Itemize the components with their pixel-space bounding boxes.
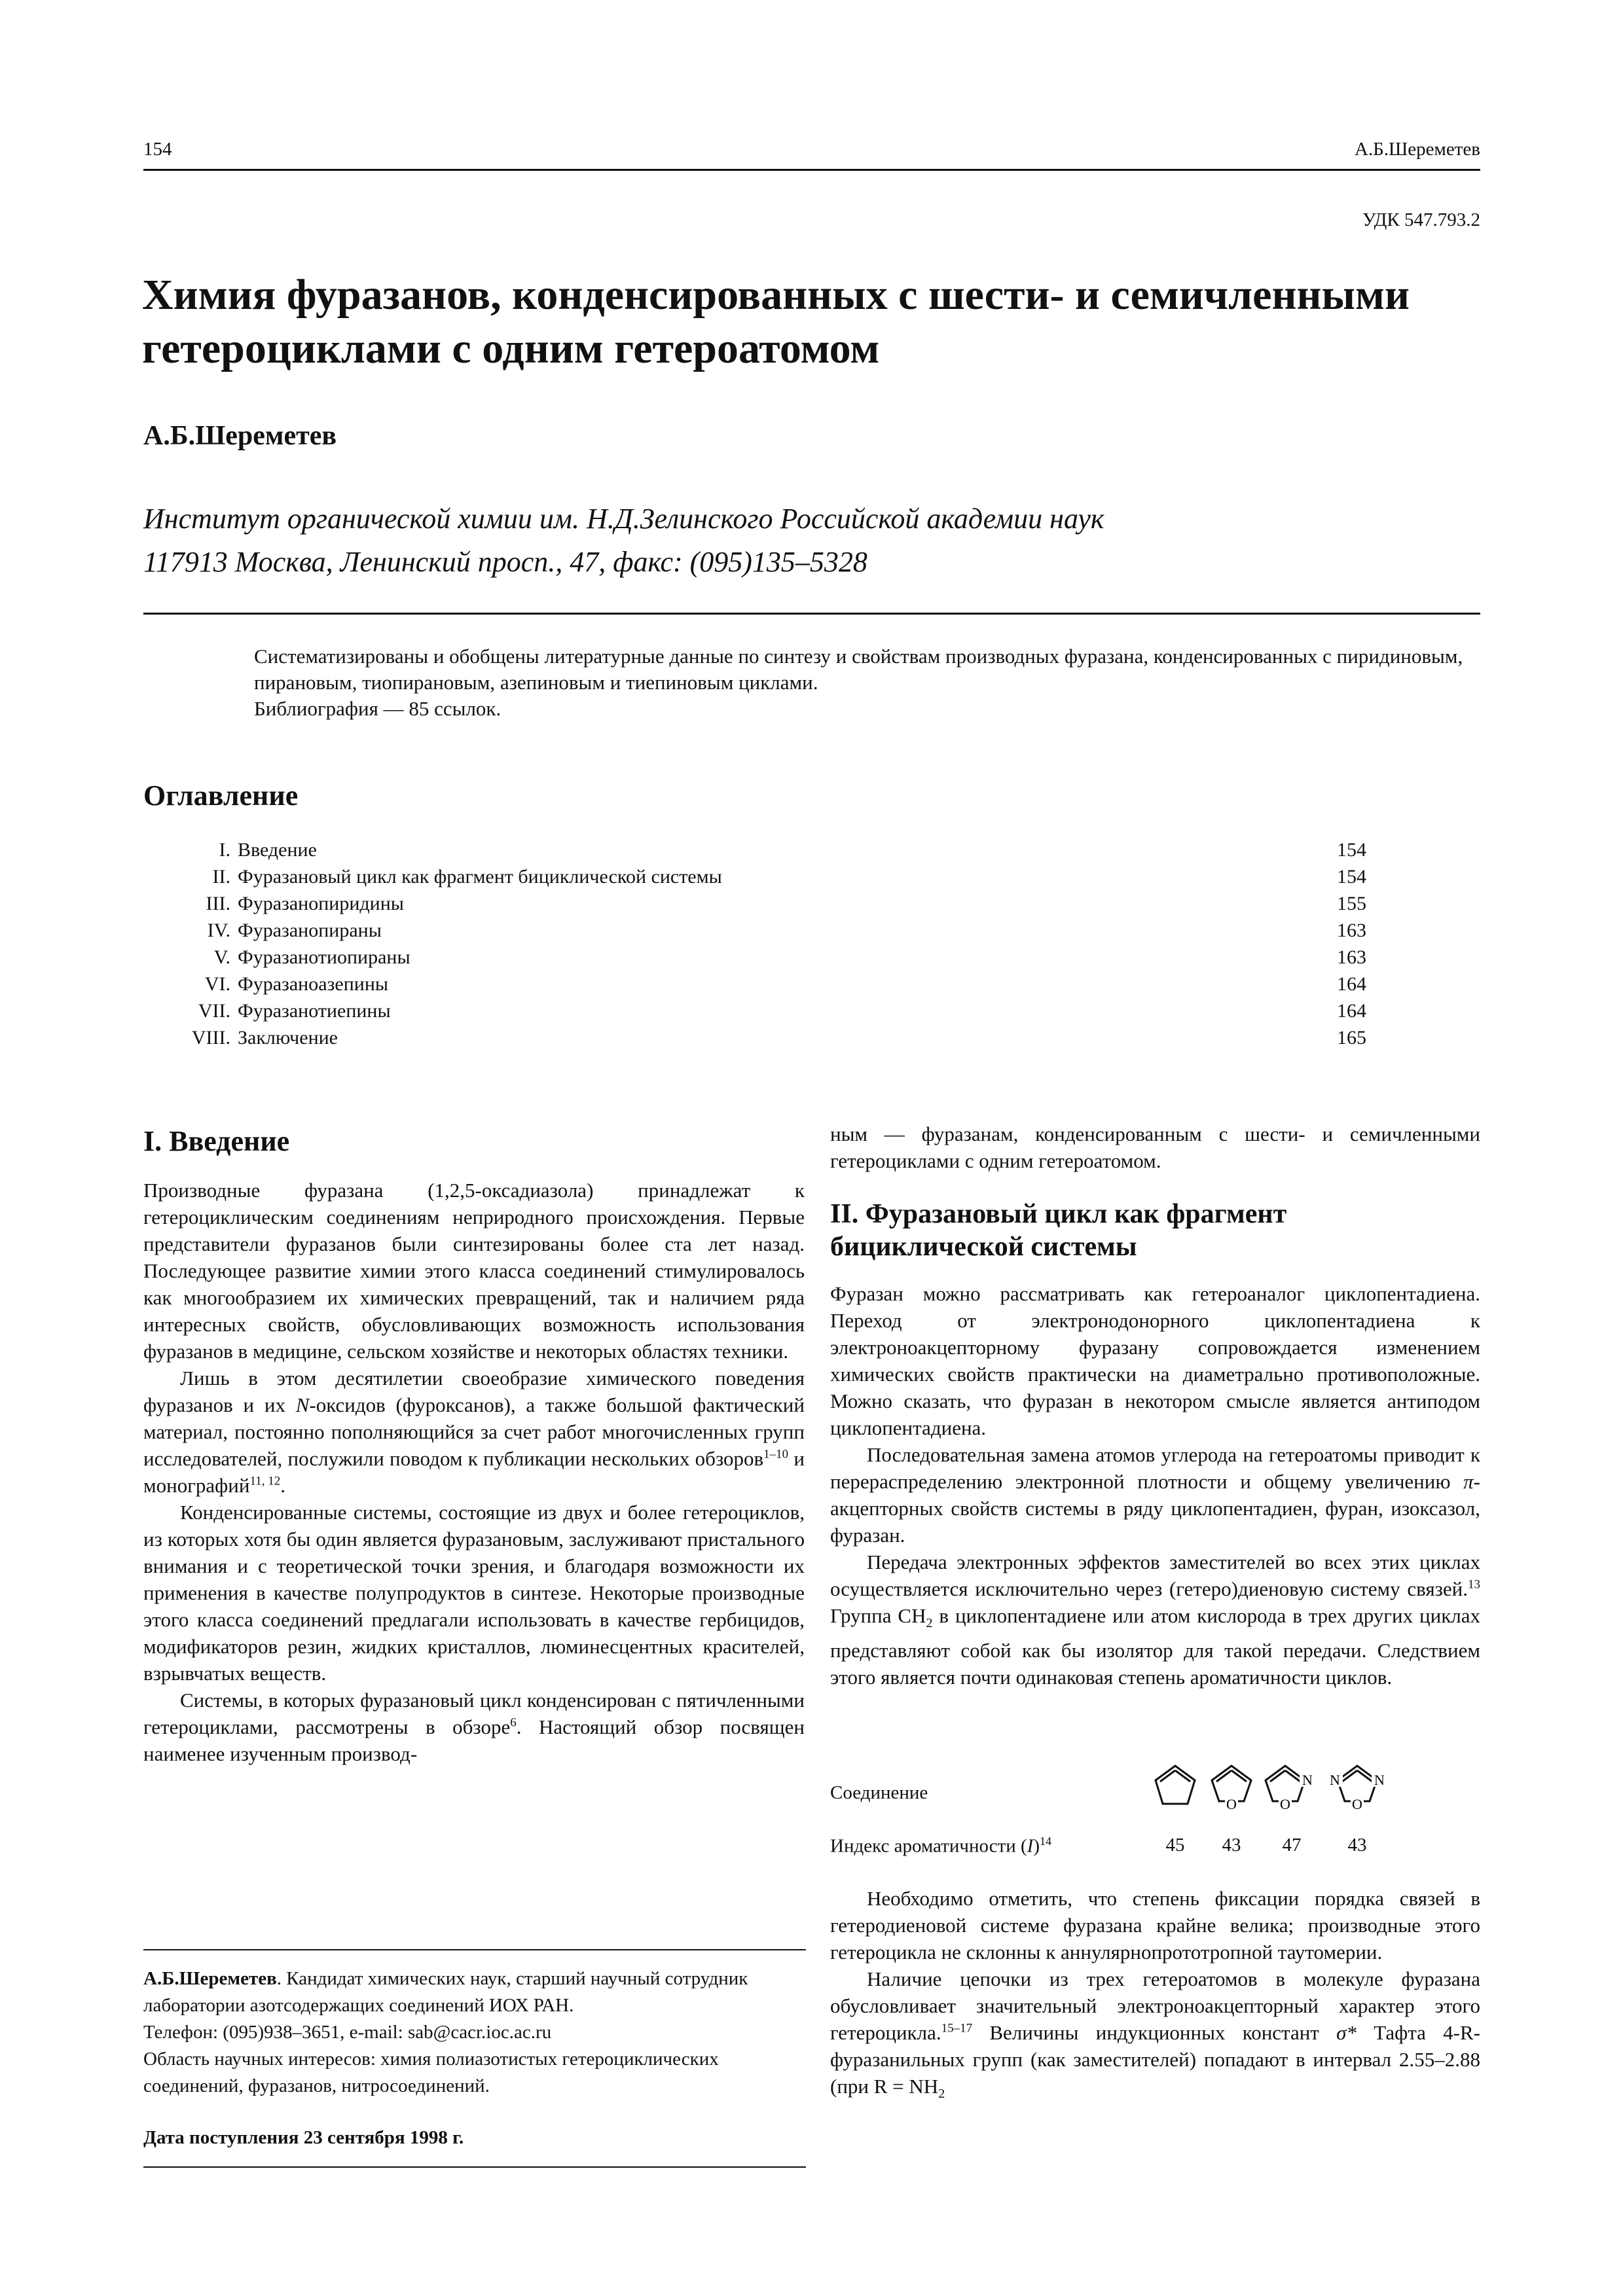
toc-item-page: 154: [1337, 866, 1366, 888]
section2-body-top: [830, 1280, 1480, 1691]
toc-item-label: Фуразаноазепины: [238, 973, 389, 995]
aromaticity-value: 43: [1222, 1835, 1241, 1856]
received-date: Дата поступления 23 сентября 1998 г.: [143, 2127, 464, 2148]
author-footnote: [143, 1965, 806, 2100]
nitrogen-atom-label: N: [1374, 1772, 1385, 1788]
toc-item-label: Фуразанотиопираны: [238, 946, 410, 968]
oxygen-atom-label: O: [1226, 1796, 1237, 1812]
section2-paragraph4: Необходимо отметить, что степень фиксации порядка связей в гетеродиеновой системе фуразана крайне велика; производные этого гетероцикла не склонны к аннулярнопрототропной таутомерии.: [830, 1887, 1480, 1964]
toc-item-number: VII.: [198, 1000, 230, 1022]
section1-continuation: ным — фуразанам, конденсированным с шести- и семичленными гетероциклами с одним гетероатомом.: [830, 1122, 1480, 1172]
section2-paragraph1: Фуразан можно рассматривать как гетероаналог циклопентадиена. Переход от электронодонорного циклопентадиена к электроноакцепторному фуразану сопровождается изменением химических свойств практически на диаметрально противоположные. Можно сказать, что фуразан в некотором смысле является антиподом циклопентадиена.: [830, 1282, 1480, 1439]
section1-paragraph4: Системы, в которых фуразановый цикл конденсирован с пятичленными гетероциклами, рассмотрены в обзоре$^6$. Настоящий обзор посвящен наименее изученным производ-: [143, 1689, 805, 1765]
toc-item-number: IV.: [207, 920, 230, 941]
author-affiliation: [143, 497, 1486, 584]
section2-paragraph3: Передача электронных эффектов заместителей во всех этих циклах осуществляется исключительно через (гетеро)диеновую систему связей.$^{13}$ Группа $CH_2$ в циклопентадиене или атом кислорода в трех других циклах представляют собой как бы изолятор для такой передачи. Следствием этого является почти одинаковая степень ароматичности циклов.: [830, 1551, 1480, 1689]
abstract-text: Систематизированы и обобщены литературные данные по синтезу и свойствам производных фуразана, конденсированных с пиридиновым, пирановым, тиопирановым, азепиновым и тиепиновым циклами.: [254, 645, 1463, 694]
toc-item-label: Заключение: [238, 1027, 338, 1049]
toc-item-number: VIII.: [191, 1027, 230, 1049]
toc-item: [147, 973, 1366, 1001]
oxygen-atom-label: O: [1280, 1796, 1290, 1812]
oxygen-atom-label: O: [1352, 1796, 1362, 1812]
section1-paragraph3: Конденсированные системы, состоящие из двух и более гетероциклов, из которых хотя бы один является фуразановым, заслуживают пристального внимания и с теоретической точки зрения, и благодаря возможности их применения в качестве полупродуктов в синтезе. Некоторые производные этого класса соединений предлагали использовать в качестве гербицидов, модификаторов резин, жидких кристаллов, люминесцентных красителей, взрывчатых веществ.: [143, 1501, 805, 1685]
citation-ref: 1–10: [763, 1447, 789, 1462]
aromaticity-value: 43: [1347, 1835, 1367, 1856]
aromaticity-value: 45: [1165, 1835, 1185, 1856]
article-title-line2: гетероциклами с одним гетероатомом: [142, 325, 880, 372]
citation-ref: 13: [1468, 1577, 1480, 1592]
toc-item-page: 155: [1337, 893, 1366, 914]
section2-heading: II. Фуразановый цикл как фрагмент бициклической системы: [830, 1199, 1287, 1262]
footnote-bio: А.Б.Шереметев. Кандидат химических наук, старший научный сотрудник лаборатории азотсодержащих соединений ИОХ РАН.: [143, 1968, 748, 2016]
section2-body-bottom: [830, 1885, 1480, 2108]
cyclopentadiene-ring-icon: [1149, 1761, 1201, 1813]
toc-item-page: 164: [1337, 973, 1366, 995]
page-number: 154: [143, 139, 172, 160]
toc-item-label: Введение: [238, 839, 317, 861]
citation-ref: 6: [510, 1715, 517, 1730]
article-author: А.Б.Шереметев: [143, 421, 337, 451]
affiliation-rule: [143, 613, 1480, 615]
abstract-bibliography: Библиография — 85 ссылок.: [254, 697, 501, 720]
footnote-author-name: А.Б.Шереметев: [143, 1968, 277, 1989]
toc-item: [147, 920, 1366, 947]
toc-item-page: 164: [1337, 1000, 1366, 1022]
toc-item: [147, 893, 1366, 920]
header-rule: [143, 169, 1480, 171]
footnote-interests: Область научных интересов: химия полиазотистых гетероциклических соединений, фуразанов, нитросоединений.: [143, 2049, 719, 2096]
citation-ref: 15–17: [941, 2021, 973, 2036]
toc-item-page: 163: [1337, 946, 1366, 968]
section1-paragraph2: Лишь в этом десятилетии своеобразие химического поведения фуразанов и их N-оксидов (фуроксанов), а также большой фактический материал, постоянно пополняющийся за счет работ многочисленных групп исследователей, послужили поводом к публикации нескольких обзоров$^{1-10}$ и монографий$^{11, 12}$.: [143, 1367, 805, 1497]
toc-item-number: III.: [206, 893, 230, 914]
toc-item-label: Фуразанопираны: [238, 920, 382, 941]
table-row-label-compound: Соединение: [830, 1782, 928, 1803]
abstract: [254, 643, 1482, 722]
toc-item-page: 154: [1337, 839, 1366, 861]
isoxazole-ring-icon: [1259, 1761, 1324, 1813]
toc-item-page: 163: [1337, 920, 1366, 941]
nitrogen-atom-label: N: [1330, 1772, 1340, 1788]
aromaticity-table: [830, 1757, 1480, 1856]
citation-ref: 11, 12: [249, 1474, 281, 1488]
table-row-label-aromaticity: Индекс ароматичности $(I)^{14}$: [830, 1835, 1052, 1857]
running-author: А.Б.Шереметев: [1354, 139, 1480, 160]
toc-item: [147, 946, 1366, 974]
section2-paragraph2: Последовательная замена атомов углерода на гетероатомы приводит к перераспределению электронной плотности и общему увеличению π-акцепторных свойств системы в ряду циклопентадиен, фуран, изоксазол, фуразан.: [830, 1443, 1480, 1547]
toc-item: [147, 866, 1366, 893]
affiliation-line1: Институт органической химии им. Н.Д.Зелинского Российской академии наук: [143, 503, 1104, 535]
furan-ring-icon: [1205, 1761, 1258, 1813]
section2-paragraph5: Наличие цепочки из трех гетероатомов в молекуле фуразана обусловливает значительный электроноакцепторный характер этого гетероцикла.$^{15-17}$ Величины индукционных констант σ* Тафта 4-R-фуразанильных групп (как заместителей) попадают в интервал 2.55–2.88 (при $R = NH_2$: [830, 1967, 1480, 2102]
toc-item-label: Фуразанотиепины: [238, 1000, 391, 1022]
udc-code: УДК 547.793.2: [1362, 209, 1480, 230]
citation-ref: 14: [1040, 1835, 1052, 1848]
footnote-contacts: Телефон: (095)938–3651, e-mail: sab@cacr.ioc.ac.ru: [143, 2022, 552, 2043]
section1-body: [143, 1177, 805, 1767]
table-of-contents: [147, 839, 1366, 1062]
affiliation-line2: 117913 Москва, Ленинский просп., 47, факс: (095)135–5328: [143, 546, 867, 578]
aromaticity-value: 47: [1282, 1835, 1302, 1856]
toc-item-number: II.: [212, 866, 230, 888]
toc-item-number: VI.: [204, 973, 230, 995]
toc-item-number: I.: [219, 839, 230, 861]
article-title-line1: Химия фуразанов, конденсированных с шести- и семичленными: [142, 271, 1410, 319]
toc-item-label: Фуразанопиридины: [238, 893, 404, 914]
section1-heading: I. Введение: [143, 1125, 290, 1157]
toc-item-page: 165: [1337, 1027, 1366, 1049]
section1-paragraph1: Производные фуразана (1,2,5-оксадиазола) принадлежат к гетероциклическим соединениям неприродного происхождения. Первые представители фуразанов были синтезированы более ста лет назад. Последующее развитие химии этого класса соединений стимулировалось как многообразием их химических превращений, так и наличием ряда интересных свойств, обусловливающих возможность использования фуразанов в медицине, сельском хозяйстве и некоторых областях техники.: [143, 1179, 805, 1363]
toc-item: [147, 839, 1366, 867]
furazan-ring-icon: [1321, 1761, 1393, 1813]
toc-item: [147, 1000, 1366, 1028]
toc-item-number: V.: [213, 946, 230, 968]
footnote-rule: [143, 1949, 806, 1950]
toc-item-label: Фуразановый цикл как фрагмент бициклической системы: [238, 866, 722, 888]
article-title: [142, 268, 1484, 376]
toc-item: [147, 1027, 1366, 1054]
bottom-rule: [143, 2166, 806, 2168]
nitrogen-atom-label: N: [1302, 1772, 1313, 1788]
toc-heading: Оглавление: [143, 780, 299, 812]
